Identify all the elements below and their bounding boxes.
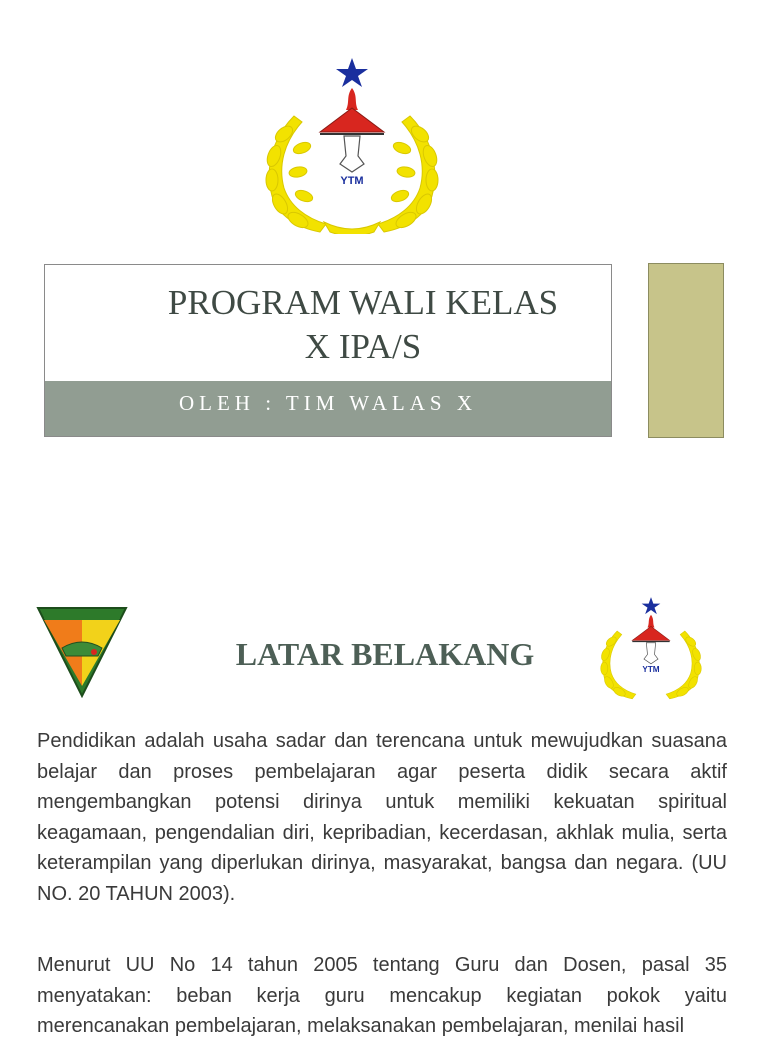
title-line-1: PROGRAM WALI KELAS [167,283,559,322]
ytm-emblem-small-icon [592,596,710,700]
subtitle-band: OLEH : TIM WALAS X [45,381,611,436]
svg-text:YTM: YTM [340,175,364,187]
shield-logo-icon [36,606,128,698]
slide-title [45,281,611,369]
decorative-side-block [648,263,724,438]
paragraph-2: Menurut UU No 14 tahun 2005 tentang Guru dan Dosen, pasal 35 menyatakan: beban kerja guru mencakup kegiatan pokok yaitu merencanakan pembelajaran, melaksanakan pembelajaran, menilai hasil [37,954,727,1037]
section-heading: LATAR BELAKANG [235,636,535,672]
paragraph-1: Pendidikan adalah usaha sadar dan terencana untuk mewujudkan suasana belajar dan proses pembelajaran agar peserta didik secara aktif mengembangkan potensi dirinya untuk memiliki kekuatan spiritual keagamaan, pengendalian diri, kepribadian, kecerdasan, akhlak mulia, serta keterampilan yang diperlukan dirinya, masyarakat, bangsa dan negara. (UU NO. 20 TAHUN 2003). [37,730,727,905]
svg-text:YTM: YTM [642,664,660,674]
ytm-emblem-icon [254,56,450,234]
title-box [44,264,612,437]
title-line-2: X IPA/S [304,327,422,366]
